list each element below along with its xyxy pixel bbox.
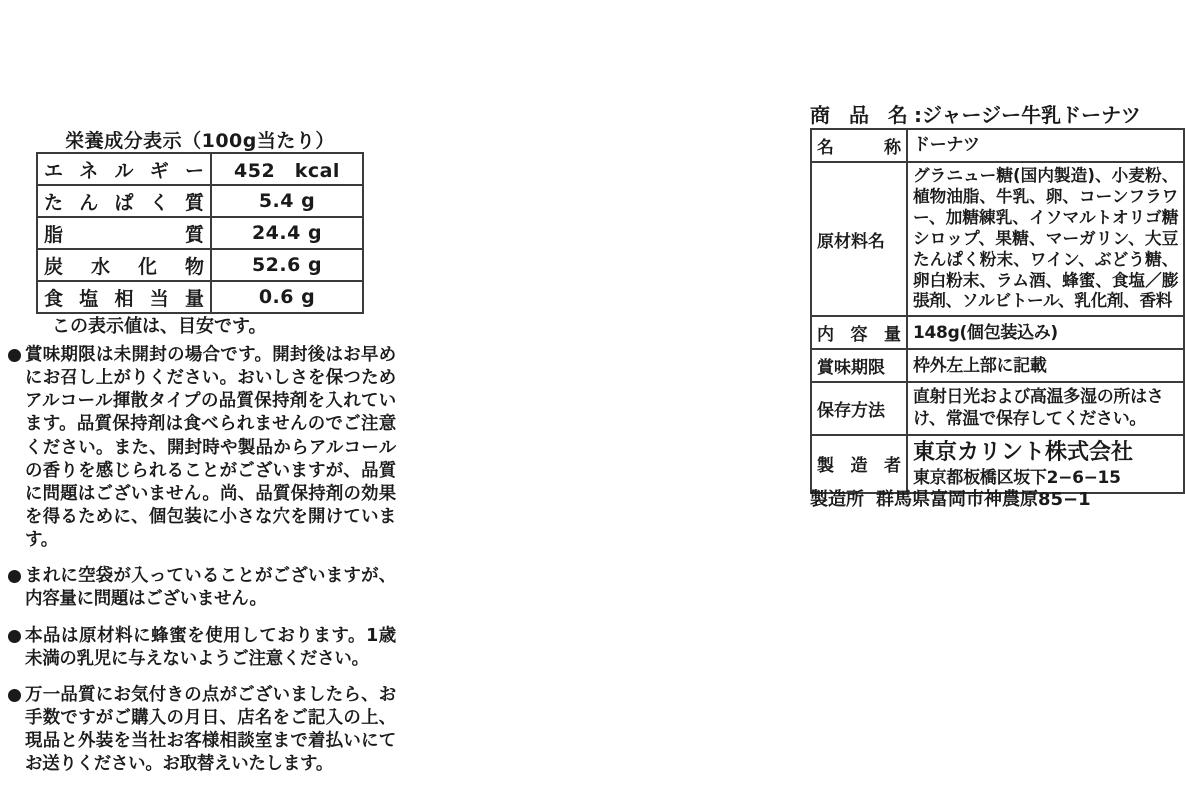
product-value-storage: 直射日光および高温多湿の所はさけ、常温で保存してください。 <box>907 382 1184 434</box>
product-name-separator: : <box>913 103 922 127</box>
product-name-line <box>810 99 1141 128</box>
product-value-net-weight: 148g(個包装込み) <box>907 316 1184 349</box>
product-label-storage: 保存方法 <box>811 382 907 434</box>
notice-text-quality-contact: 万一品質にお気付きの点がございましたら、お手数ですがご購入の月日、店名をご記入の上、現品と外装を当社お客様相談室まで着払いにてお送りください。お取替えいたします。 <box>25 684 396 775</box>
table-row <box>37 153 363 185</box>
list-item <box>8 344 396 552</box>
product-label-best-before: 賞味期限 <box>811 349 907 382</box>
product-label-net-weight: 内容量 <box>811 316 907 349</box>
nutrition-label-salt: 食塩相当量 <box>37 281 211 313</box>
bullet-dot-icon <box>8 689 21 702</box>
nutrition-value-protein: 5.4 g <box>211 185 363 217</box>
nutrition-value-carbohydrate: 52.6 g <box>211 249 363 281</box>
bullet-dot-icon <box>8 570 21 583</box>
notice-text-shelf-life: 賞味期限は未開封の場合です。開封後はお早めにお召し上がりください。おいしさを保つためアルコール揮散タイプの品質保持剤を入れています。品質保持剤は食べられませんのでご注意ください。また、開封時や製品からアルコールの香りを感じられることがございますが、品質に問題はございません。尚、品質保持剤の効果を得るために、個包装に小さな穴を開けています。 <box>25 345 396 551</box>
table-row <box>811 316 1184 349</box>
manufacturer-company-name: 東京カリント株式会社 <box>913 439 1134 465</box>
product-label-ingredients: 原材料名 <box>811 162 907 316</box>
table-row <box>37 249 363 281</box>
left-panel <box>0 0 400 800</box>
bullet-dot-icon <box>8 630 21 643</box>
product-value-best-before: 枠外左上部に記載 <box>907 349 1184 382</box>
bullet-dot-icon <box>8 349 21 362</box>
nutrition-facts-table <box>36 152 364 314</box>
nutrition-estimate-note: この表示値は、目安です。 <box>52 316 267 337</box>
right-panel <box>400 0 1178 800</box>
product-label-manufacturer: 製 造 者 <box>811 435 907 494</box>
nutrition-label-fat: 脂 質 <box>37 217 211 249</box>
nutrition-value-fat: 24.4 g <box>211 217 363 249</box>
table-row <box>37 185 363 217</box>
nutrition-label-carbohydrate: 炭水化物 <box>37 249 211 281</box>
product-value-ingredients: グラニュー糖(国内製造)、小麦粉、植物油脂、牛乳、卵、コーンフラワー、加糖練乳、イソマルトオリゴ糖シロップ、果糖、マーガリン、大豆たんぱく粉末、ワイン、ぶどう糖、卵白粉末、ラム酒、蜂蜜、食塩／膨張剤、ソルビトール、乳化剤、香料 <box>907 162 1184 316</box>
product-name-label: 商 品 名 <box>810 103 914 127</box>
factory-address: 群馬県富岡市神農原85−1 <box>876 489 1091 510</box>
list-item <box>8 565 396 611</box>
factory-label: 製造所 <box>810 489 864 510</box>
product-info-table <box>810 128 1185 494</box>
notice-text-empty-bag: まれに空袋が入っていることがございますが、内容量に問題はございません。 <box>25 566 396 610</box>
product-name-value: ジャージー牛乳ドーナツ <box>921 103 1141 127</box>
list-item <box>8 684 396 777</box>
nutrition-label-protein: たんぱく質 <box>37 185 211 217</box>
table-row <box>37 217 363 249</box>
table-row <box>37 281 363 313</box>
nutrition-label-energy: エネルギー <box>37 153 211 185</box>
nutrition-table-title: 栄養成分表示（100g当たり） <box>65 130 335 152</box>
product-value-category: ドーナツ <box>907 129 1184 162</box>
nutrition-value-salt: 0.6 g <box>211 281 363 313</box>
nutrition-value-energy: 452 kcal <box>211 153 363 185</box>
notice-text-honey-warning: 本品は原材料に蜂蜜を使用しております。1歳未満の乳児に与えないようご注意ください。 <box>25 625 396 669</box>
notice-list <box>8 344 396 789</box>
table-row <box>811 382 1184 434</box>
table-row <box>811 349 1184 382</box>
table-row <box>811 129 1184 162</box>
table-row <box>811 162 1184 316</box>
manufacturer-address: 東京都板橋区坂下2−6−15 <box>913 468 1121 489</box>
factory-line <box>810 485 1091 511</box>
product-label-category: 名 称 <box>811 129 907 162</box>
list-item <box>8 625 396 671</box>
